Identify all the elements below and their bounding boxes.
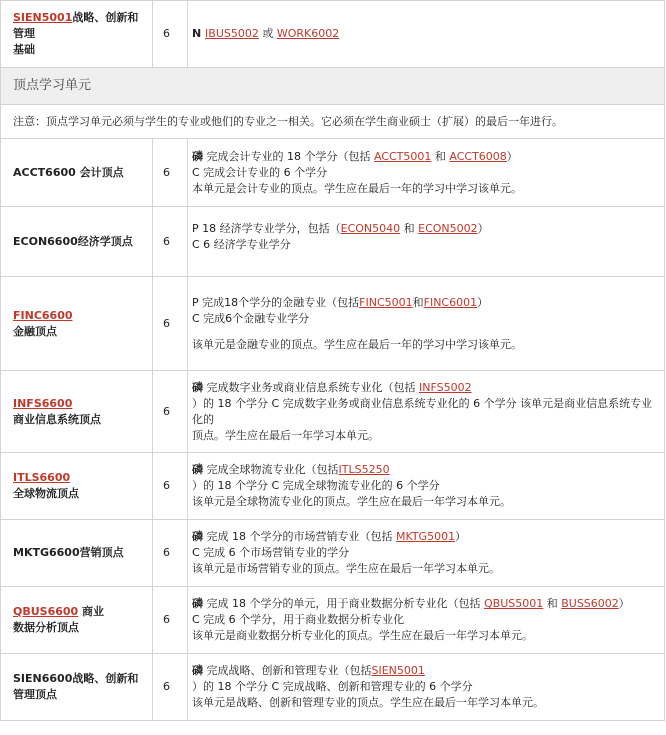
requirements-cell: 磷 完成 18 个学分的单元，用于商业数据分析专业化（包括 QBUS5001 和 BUSS6002） C 完成 6 个学分，用于商业数据分析专业化 该单元是商业数据分析专业化的顶点。学生应在最后一年学习本单元。 [188,587,665,654]
unit-cell: FINC6600 金融顶点 [1,277,153,371]
link-econ5002[interactable]: ECON5002 [418,221,478,235]
unit-link-finc6600[interactable]: FINC6600 [13,308,73,322]
unit-link-infs6600[interactable]: INFS6600 [13,396,73,410]
requirements-cell: P 18 经济学专业学分，包括（ECON5040 和 ECON5002） C 6 经济学专业学分 [188,207,665,277]
unit-cell: ITLS6600 全球物流顶点 [1,453,153,520]
requirements-cell: 磷 完成战略、创新和管理专业（包括SIEN5001 ）的 18 个学分 C 完成战略、创新和管理专业的 6 个学分 该单元是战略、创新和管理专业的顶点。学生应在最后一年学习本单元。 [188,654,665,721]
credits-cell: 6 [153,1,188,68]
requirements-cell: 磷 完成 18 个学分的市场营销专业（包括 MKTG5001） C 完成 6 个市场营销专业的学分 该单元是市场营销专业的顶点。学生应在最后一年学习本单元。 [188,520,665,587]
unit-cell: SIEN6600战略、创新和 管理顶点 [1,654,153,721]
credits-cell: 6 [153,277,188,371]
unit-cell: SIEN5001战略、创新和 管理 基础 [1,1,153,68]
link-sien5001[interactable]: SIEN5001 [371,664,425,677]
link-econ5040[interactable]: ECON5040 [340,221,401,235]
requirements-cell: 磷 完成数字业务或商业信息系统专业化（包括 INFS5002 ）的 18 个学分 C 完成数字业务或商业信息系统专业化的 6 个学分 该单元是商业信息系统专业化的 顶点。学生应在最后一年学习本单元。 [188,371,665,453]
credits-cell: 6 [153,587,188,654]
unit-link-sien5001[interactable]: SIEN5001 [13,11,73,24]
credits-cell: 6 [153,520,188,587]
link-qbus5001[interactable]: QBUS5001 [483,597,544,610]
credits-cell: 6 [153,453,188,520]
section-header-row [1,68,665,105]
row-finc6600 [1,277,665,371]
credits-cell: 6 [153,654,188,721]
link-infs5002[interactable]: INFS5002 [419,380,472,394]
row-sien5001 [1,1,665,68]
row-mktg6600 [1,520,665,587]
row-sien6600 [1,654,665,721]
link-mktg5001[interactable]: MKTG5001 [395,530,456,543]
link-acct5001[interactable]: ACCT5001 [373,149,432,163]
row-qbus6600 [1,587,665,654]
note-row [1,105,665,139]
credits-cell: 6 [153,371,188,453]
link-buss6002[interactable]: BUSS6002 [561,597,619,610]
requirements-cell: 磷 完成全球物流专业化（包括ITLS5250 ）的 18 个学分 C 完成全球物流专业化的 6 个学分 该单元是全球物流专业化的顶点。学生应在最后一年学习本单元。 [188,453,665,520]
link-work6002[interactable]: WORK6002 [276,27,340,40]
link-acct6008[interactable]: ACCT6008 [449,149,507,163]
link-finc6001[interactable]: FINC6001 [423,295,478,309]
section-title: 顶点学习单元 [1,68,665,105]
credits-cell: 6 [153,207,188,277]
unit-title: MKTG6600营销顶点 [1,520,153,587]
link-ibus5002[interactable]: IBUS5002 [205,27,259,40]
credits-cell: 6 [153,139,188,207]
unit-title: ECON6600经济学顶点 [1,207,153,277]
unit-link-qbus6600[interactable]: QBUS6600 [13,605,79,618]
requirements-cell: P 完成18个学分的金融专业（包括FINC5001和FINC6001） C 完成6个金融专业学分 该单元是金融专业的顶点。学生应在最后一年的学习中学习该单元。 [188,277,665,371]
unit-cell: INFS6600 商业信息系统顶点 [1,371,153,453]
note-text: 注意：顶点学习单元必须与学生的专业或他们的专业之一相关。它必须在学生商业硕士（扩展）的最后一年进行。 [1,105,665,139]
unit-title: ACCT6600 会计顶点 [1,139,153,207]
requirements-cell: 磷 完成会计专业的 18 个学分（包括 ACCT5001 和 ACCT6008） C 完成会计专业的 6 个学分 本单元是会计专业的顶点。学生应在最后一年的学习中学习该单元。 [188,139,665,207]
requirements-cell: N IBUS5002 或 WORK6002 [188,1,665,68]
unit-link-itls6600[interactable]: ITLS6600 [13,471,71,484]
link-finc5001[interactable]: FINC5001 [359,295,413,309]
row-econ6600 [1,207,665,277]
unit-cell: QBUS6600 商业 数据分析顶点 [1,587,153,654]
row-itls6600 [1,453,665,520]
row-acct6600 [1,139,665,207]
link-itls5250[interactable]: ITLS5250 [338,463,390,476]
row-infs6600 [1,371,665,453]
